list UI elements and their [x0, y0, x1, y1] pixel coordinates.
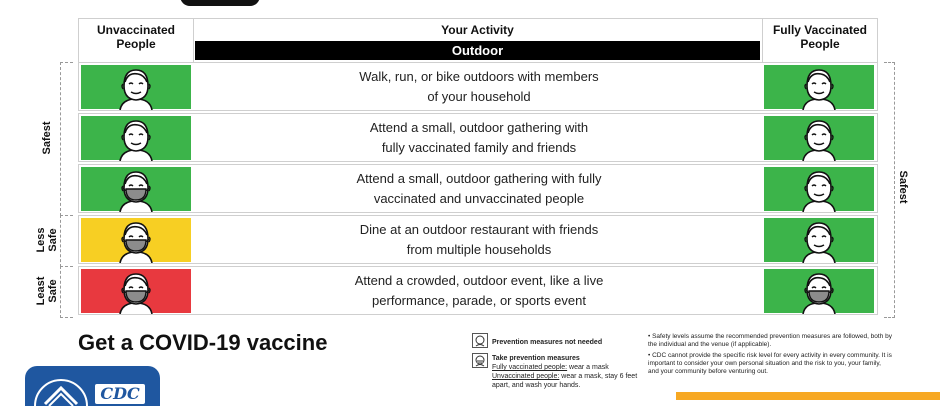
right-safest-bracket	[884, 62, 895, 318]
hhs-eagle-icon	[31, 374, 91, 406]
masked-face-icon	[114, 270, 158, 314]
vaccinated-risk-cell	[764, 269, 874, 313]
vaccinated-risk-cell	[764, 116, 874, 160]
unvaccinated-risk-cell	[81, 167, 191, 211]
activity-description: Walk, run, or bike outdoors with members of your household	[359, 68, 599, 104]
vaccinated-risk-cell	[764, 218, 874, 262]
legend-no-measures: Prevention measures not needed	[492, 339, 603, 346]
legend-fully-vax-text: wear a mask	[567, 364, 609, 371]
legend-unvax-label: Unvaccinated people:	[492, 373, 560, 380]
setting-outdoor-bar: Outdoor	[195, 41, 760, 60]
notes	[648, 333, 893, 379]
side-label-less-safe: Less Safe	[35, 227, 59, 253]
vaccine-cta: Get a COVID-19 vaccine	[78, 330, 328, 355]
note-1: • Safety levels assume the recommended prevention measures are followed, both by the individual and the venue (if applicable).	[648, 333, 893, 348]
header-your-activity: Your Activity	[441, 23, 514, 37]
least-safe-bracket	[60, 266, 73, 318]
table-row	[78, 113, 878, 162]
unvaccinated-risk-cell	[81, 65, 191, 109]
legend-no-mask-icon	[472, 333, 488, 348]
table-row	[78, 164, 878, 213]
header-fully-vaccinated: Fully Vaccinated People	[772, 23, 868, 51]
face-icon	[797, 117, 841, 161]
face-icon	[797, 219, 841, 263]
header-line-right	[877, 18, 878, 62]
cdc-logo: CDC	[95, 384, 145, 404]
header-line-2	[762, 18, 763, 62]
table-row	[78, 266, 878, 315]
unvaccinated-risk-cell	[81, 116, 191, 160]
unvaccinated-risk-cell	[81, 269, 191, 313]
safest-bracket	[60, 62, 73, 216]
activity-description: Attend a crowded, outdoor event, like a live performance, parade, or sports event	[354, 272, 604, 308]
side-label-safest: Safest	[41, 121, 53, 155]
face-icon	[114, 66, 158, 110]
table-row	[78, 62, 878, 111]
right-side-label-safest: Safest	[897, 170, 909, 204]
activity-description: Dine at an outdoor restaurant with friends from multiple households	[359, 221, 599, 257]
legend-take-measures: Take prevention measures	[492, 355, 580, 362]
less-safe-bracket	[60, 215, 73, 267]
side-label-least-safe: Least Safe	[35, 276, 59, 306]
note-2: • CDC cannot provide the specific risk level for every activity in every community. It is important to consider your own personal situation and the risk to you, your family, and your community before venturing out.	[648, 352, 892, 375]
activity-description: Attend a small, outdoor gathering with fully vaccinated family and friends	[369, 119, 589, 155]
face-icon	[797, 66, 841, 110]
legend-unvax-text: wear a mask, stay 6 feet apart, and wash your hands.	[492, 373, 638, 389]
header-line-left	[78, 18, 79, 62]
header-unvaccinated: Unvaccinated People	[96, 23, 176, 51]
title-fragment	[180, 0, 260, 6]
vaccinated-risk-cell	[764, 65, 874, 109]
header-top-line	[78, 18, 878, 19]
face-icon	[114, 117, 158, 161]
activity-description: Attend a small, outdoor gathering with fully vaccinated and unvaccinated people	[356, 170, 602, 206]
masked-face-icon	[114, 219, 158, 263]
masked-face-icon	[797, 270, 841, 314]
vaccinated-risk-cell	[764, 167, 874, 211]
unvaccinated-risk-cell	[81, 218, 191, 262]
table-row	[78, 215, 878, 264]
legend-mask-icon	[472, 353, 488, 368]
orange-footer-bar	[676, 392, 940, 400]
masked-face-icon	[114, 168, 158, 212]
header-line-1	[193, 18, 194, 62]
legend-fully-vax-label: Fully vaccinated people:	[492, 364, 568, 371]
face-icon	[797, 168, 841, 212]
